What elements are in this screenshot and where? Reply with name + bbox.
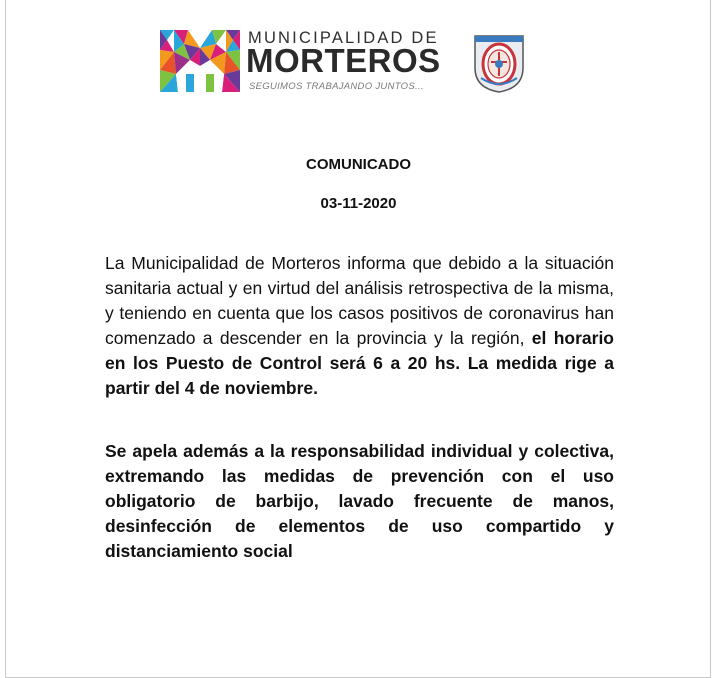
paragraph-main-plain: La Municipalidad de Morteros informa que debido a la situación sanitaria actual y en virtud del análisis retrospectiva de la misma, y teniendo en cuenta que los casos positivos de coronavirus han comenzado a descender en la provincia y la región, — [105, 253, 614, 348]
brand-main-text: MORTEROS — [246, 42, 441, 79]
paragraph-main — [105, 251, 614, 401]
paragraph-appeal: Se apela además a la responsabilidad individual y colectiva, extremando las medidas de prevención con el uso obligatorio de barbijo, lavado frecuente de manos, desinfección de elementos de uso compartido y distanciamiento social — [105, 441, 614, 561]
paragraph-main-bold: el horario en los Puesto de Control será 6 a 20 hs. La medida rige a partir del 4 de noviembre. — [105, 328, 614, 398]
document-title: COMUNICADO — [306, 156, 411, 173]
brand-top-text: MUNICIPALIDAD DE — [248, 29, 439, 47]
municipal-m-logo-icon — [160, 30, 240, 92]
brand-tagline: SEGUIMOS TRABAJANDO JUNTOS... — [249, 81, 424, 92]
header — [160, 26, 530, 96]
municipal-seal-icon — [473, 32, 525, 94]
document-date: 03-11-2020 — [320, 195, 397, 212]
